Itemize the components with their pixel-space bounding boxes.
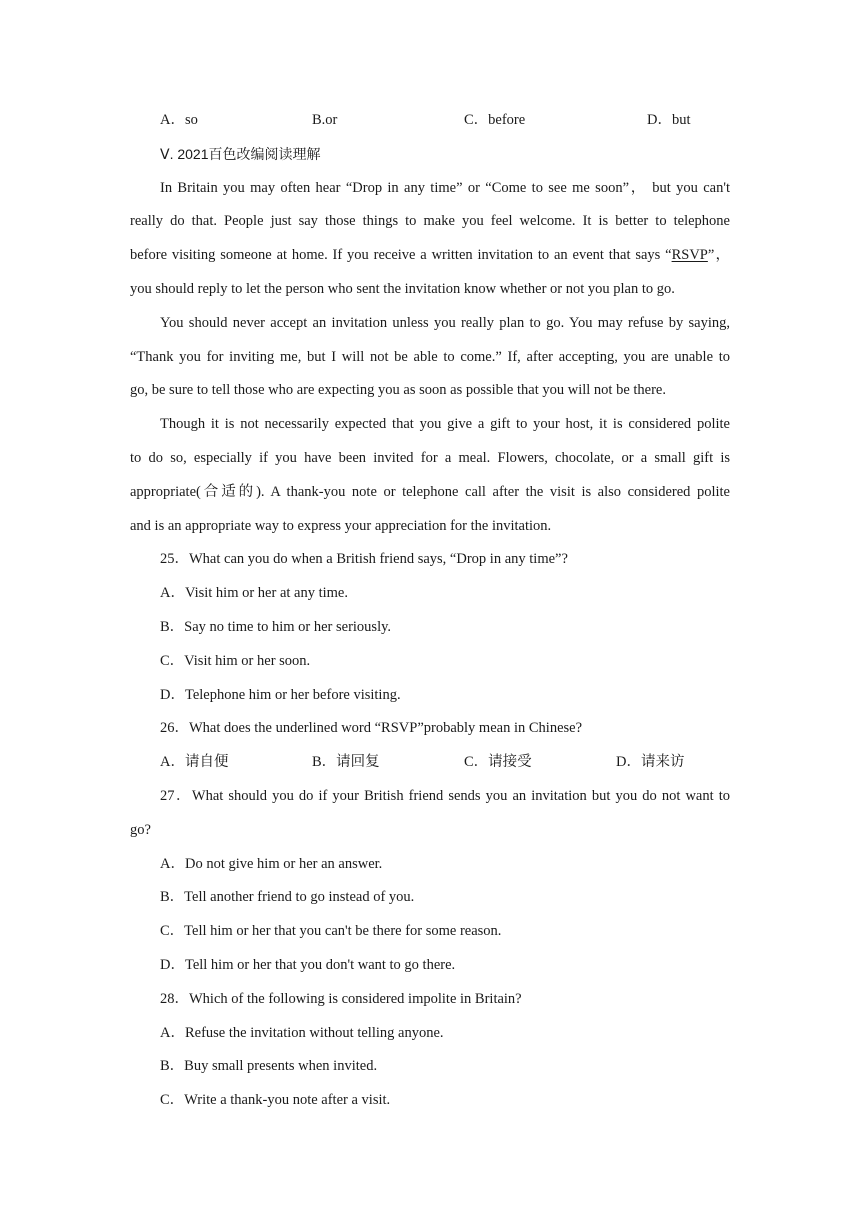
passage-line: Though it is not necessarily expected that you give a gift to your host, it is considered polite bbox=[160, 416, 730, 433]
question-28 bbox=[130, 983, 730, 1118]
answer-option: C．Write a thank-you note after a visit. bbox=[160, 1092, 391, 1109]
passage-line: You should never accept an invitation unless you really plan to go. You may refuse by saying, bbox=[160, 314, 730, 331]
question-stem: 26．What does the underlined word “RSVP”probably mean in Chinese? bbox=[160, 720, 583, 737]
passage-line: appropriate(合适的). A thank-you note or telephone call after the visit is also considered polite bbox=[130, 483, 730, 500]
option-a: A．so bbox=[160, 112, 198, 128]
answer-option: A．请自便 bbox=[160, 754, 229, 771]
answer-option: D．Telephone him or her before visiting. bbox=[160, 686, 401, 703]
passage-line: you should reply to let the person who sent the invitation know whether or not you plan to go. bbox=[130, 280, 675, 297]
answer-option: B．Say no time to him or her seriously. bbox=[160, 618, 392, 635]
answer-option: A．Visit him or her at any time. bbox=[160, 585, 348, 602]
question-25 bbox=[130, 543, 730, 712]
answer-option: B．Buy small presents when invited. bbox=[160, 1058, 378, 1075]
passage-line: really do that. People just say those things to make you feel welcome. It is better to telephone bbox=[130, 213, 730, 230]
section-title: Ⅴ. 2021百色改编阅读理解 bbox=[160, 145, 321, 162]
passage-line: go, be sure to tell those who are expecting you as soon as possible that you will not be there. bbox=[130, 382, 666, 399]
passage-line bbox=[130, 239, 730, 273]
passage-line: “Thank you for inviting me, but I will not be able to come.” If, after accepting, you are unable to bbox=[130, 348, 730, 365]
answer-options-row bbox=[130, 746, 730, 780]
answer-option: C．请接受 bbox=[464, 754, 532, 771]
question-26 bbox=[130, 712, 730, 780]
question-stem: 27．What should you do if your British friend sends you an invitation but you do not want to bbox=[160, 787, 730, 804]
passage-line: to do so, especially if you have been invited for a meal. Flowers, chocolate, or a small gift is bbox=[130, 449, 730, 466]
answer-option: A．Do not give him or her an answer. bbox=[160, 855, 383, 872]
question-stem: 28．Which of the following is considered impolite in Britain? bbox=[160, 990, 522, 1007]
answer-option: C．Visit him or her soon. bbox=[160, 652, 311, 669]
answer-option: B．请回复 bbox=[312, 754, 380, 771]
question-27 bbox=[130, 780, 730, 983]
passage-line: In Britain you may often hear “Drop in any time” or “Come to see me soon”， but you can't bbox=[160, 179, 730, 196]
question-stem: 25．What can you do when a British friend says, “Drop in any time”? bbox=[160, 551, 568, 568]
answer-option: A．Refuse the invitation without telling anyone. bbox=[160, 1024, 444, 1041]
option-c: C．before bbox=[464, 112, 526, 128]
underlined-word-rsvp: RSVP bbox=[671, 247, 708, 264]
prev-question-options bbox=[130, 104, 730, 138]
passage-line: and is an appropriate way to express your appreciation for the invitation. bbox=[130, 517, 552, 534]
answer-option: D．Tell him or her that you don't want to go there. bbox=[160, 956, 456, 973]
passage-text: before visiting someone at home. If you receive a written invitation to an event that says “ bbox=[130, 247, 672, 264]
answer-option: D．请来访 bbox=[616, 754, 685, 771]
document-page bbox=[130, 104, 730, 1118]
option-d: D．but bbox=[647, 112, 691, 128]
reading-passage bbox=[130, 172, 730, 544]
answer-option: B．Tell another friend to go instead of you. bbox=[160, 889, 415, 906]
passage-text: ”， bbox=[707, 247, 731, 264]
question-stem: go? bbox=[130, 821, 151, 838]
option-b: B.or bbox=[312, 112, 338, 128]
answer-option: C．Tell him or her that you can't be there for some reason. bbox=[160, 923, 502, 940]
